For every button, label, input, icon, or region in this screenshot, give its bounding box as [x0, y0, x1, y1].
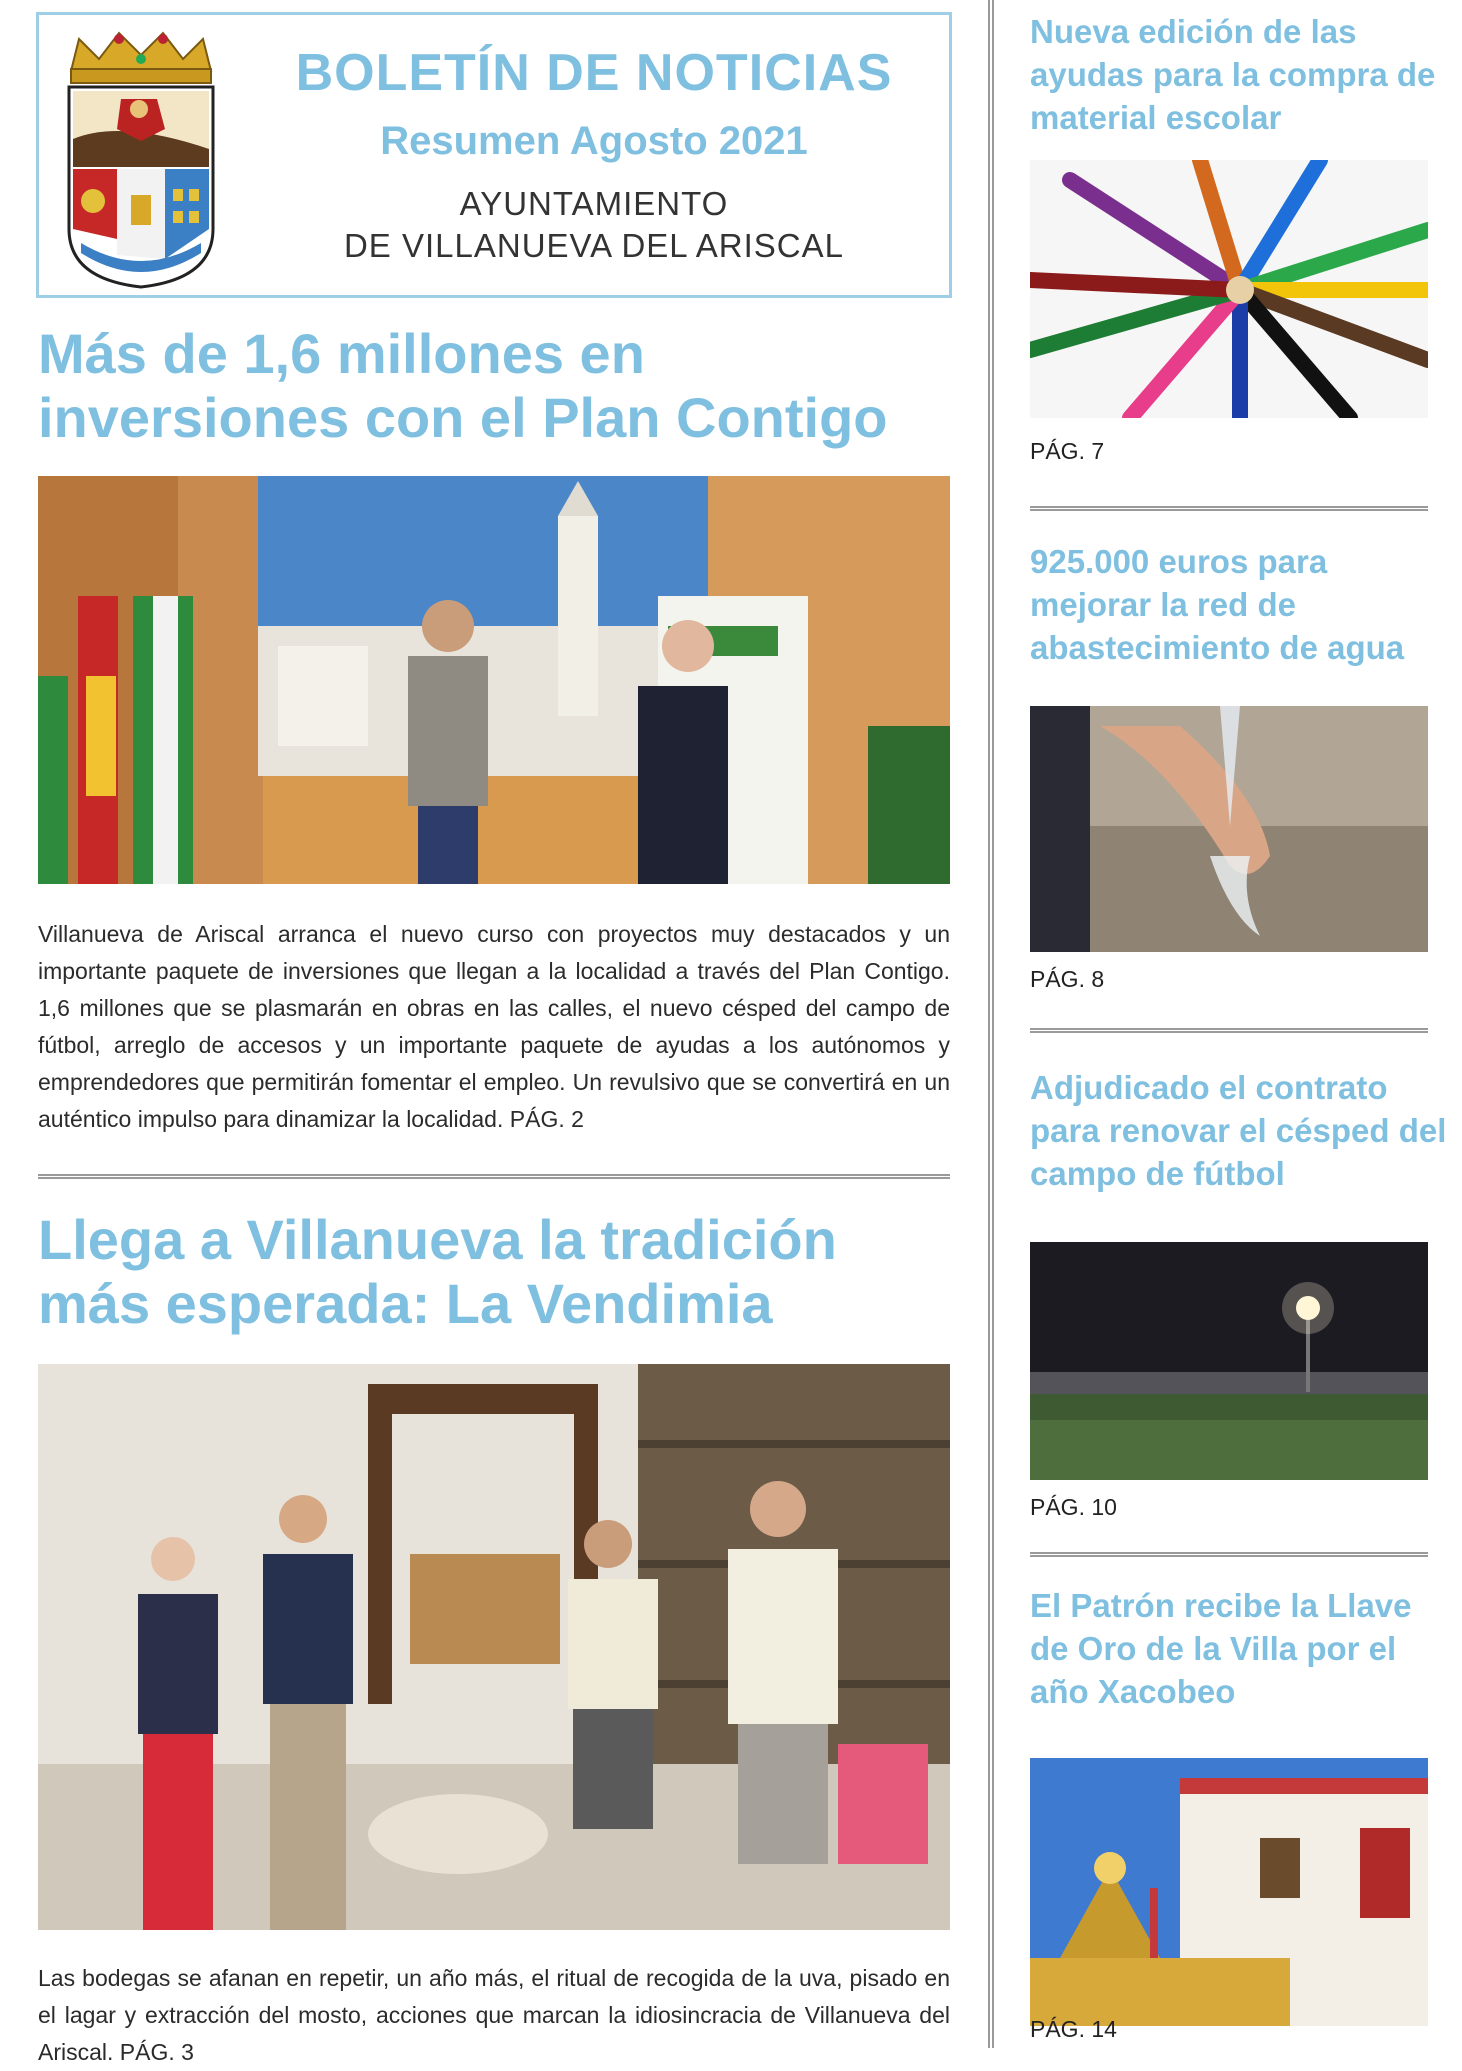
article-1-body	[38, 916, 950, 1138]
sidebar-item-1-page-ref[interactable]: PÁG. 7	[1030, 438, 1105, 464]
column-divider	[988, 0, 994, 2048]
organization-line-2: DE VILLANUEVA DEL ARISCAL	[343, 227, 845, 264]
article-1-page-ref[interactable]: PÁG. 2	[509, 1106, 584, 1132]
sidebar-divider	[1030, 506, 1428, 511]
sidebar-divider	[1030, 1028, 1428, 1033]
newsletter-title: BOLETÍN DE NOTICIAS	[295, 44, 893, 102]
masthead	[36, 12, 952, 298]
sidebar-item-3-photo	[1030, 1242, 1428, 1480]
sidebar-item-3-page-ref[interactable]: PÁG. 10	[1030, 1494, 1117, 1520]
sidebar-item-2-page-ref[interactable]: PÁG. 8	[1030, 966, 1105, 992]
sidebar-item-3-headline[interactable]: Adjudicado el contrato para renovar el césped del campo de fútbol	[1030, 1069, 1447, 1192]
sidebar-item-4-headline[interactable]: El Patrón recibe la Llave de Oro de la Villa por el año Xacobeo	[1030, 1587, 1412, 1710]
section-divider	[38, 1174, 950, 1179]
article-1-text: Villanueva de Ariscal arranca el nuevo curso con proyectos muy destacados y un importante paquete de inversiones que llegan a la localidad a través del Plan Contigo. 1,6 millones que se plasmarán en obras en las calles, el nuevo césped del campo de fútbol, arreglo de accesos y un importante paquete de ayudas a los autónomos y emprendedores que permitirán fomentar el empleo. Un revulsivo que se convertirá en un auténtico impulso para dinamizar la localidad.	[38, 921, 950, 1132]
sidebar-divider	[1030, 1552, 1428, 1557]
article-2-text: Las bodegas se afanan en repetir, un año más, el ritual de recogida de la uva, pisado en el lagar y extracción del mosto, acciones que marcan la idiosincracia de Villanueva del Ariscal.	[38, 1965, 950, 2065]
sidebar-item-4-photo	[1030, 1758, 1428, 2026]
article-2-body	[38, 1960, 950, 2071]
sidebar-item-1-photo	[1030, 160, 1428, 418]
sidebar-item-2-headline[interactable]: 925.000 euros para mejorar la red de abastecimiento de agua	[1030, 543, 1405, 666]
article-2-photo	[38, 1364, 950, 1930]
sidebar-item-2-photo	[1030, 706, 1428, 952]
organization-name	[249, 183, 939, 267]
article-2-page-ref[interactable]: PÁG. 3	[119, 2039, 194, 2065]
sidebar-item-1-headline[interactable]: Nueva edición de las ayudas para la compra de material escolar	[1030, 13, 1436, 136]
article-1-photo	[38, 476, 950, 884]
municipal-crest-icon	[61, 29, 221, 291]
organization-line-1: AYUNTAMIENTO	[459, 185, 729, 222]
newsletter-subtitle: Resumen Agosto 2021	[380, 119, 808, 163]
article-2-headline[interactable]: Llega a Villanueva la tradición más esperada: La Vendimia	[38, 1208, 837, 1335]
sidebar-item-4-page-ref[interactable]: PÁG. 14	[1030, 2016, 1117, 2042]
article-1-headline[interactable]: Más de 1,6 millones en inversiones con el Plan Contigo	[38, 322, 888, 449]
